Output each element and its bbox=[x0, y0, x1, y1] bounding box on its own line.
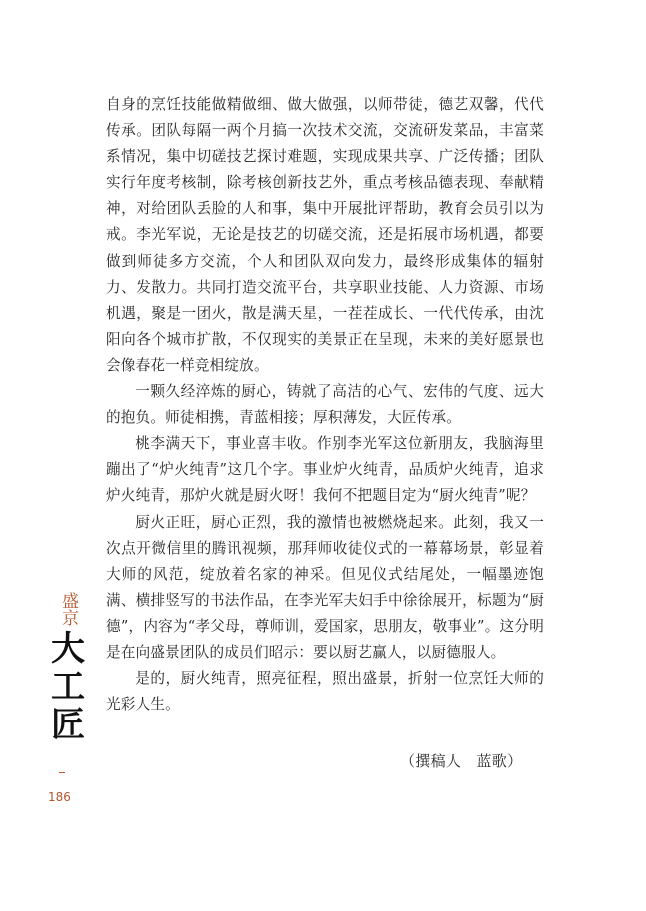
author-signature: （撰稿人 蓝歌） bbox=[400, 752, 523, 770]
paragraph-3: 桃李满天下，事业喜丰收。作别李光军这位新朋友，我脑海里蹦出了“炉火纯青”这几个字。事业炉火纯青，品质炉火纯青，追求炉火纯青，那炉火就是厨火呀！我何不把题目定为“厨火纯青”呢？ bbox=[106, 435, 544, 505]
article-body bbox=[106, 92, 544, 718]
side-title-char-1: 大 bbox=[51, 629, 85, 669]
paragraph-1: 自身的烹饪技能做精做细、做大做强，以师带徒，德艺双馨，代代传承。团队每隔一两个月搞一次技术交流，交流研发菜品，丰富菜系情况，集中切磋技艺探讨难题，实现成果共享、广泛传播；团队实行年度考核制，除考核创新技艺外，重点考核品德表现、奉献精神，对给团队丢脸的人和事，集中开展批评帮助，教育会员引以为戒。李光军说，无论是技艺的切磋交流，还是拓展市场机遇，都要做到师徒多方交流，个人和团队双向发力，最终形成集体的辐射力、发散力。共同打造交流平台，共享职业技能、人力资源、市场机遇，聚是一团火，散是满天星，一茬茬成长、一代代传承，由沈阳向各个城市扩散，不仅现实的美景正在呈现，未来的美好愿景也会像春花一样竞相绽放。 bbox=[106, 96, 544, 374]
paragraph-4: 厨火正旺，厨心正烈，我的激情也被燃烧起来。此刻，我又一次点开微信里的腾讯视频，那拜师收徒仪式的一幕幕场景，彰显着大师的风范，绽放着名家的神采。但见仪式结尾处，一幅墨迹饱满、横排竖写的书法作品，在李光军夫妇手中徐徐展开，标题为“厨德”，内容为“孝父母，尊师训，爱国家，思朋友，敬事业”。这分明是在向盛景团队的成员们昭示：要以厨艺赢人，以厨德服人。 bbox=[106, 513, 544, 661]
paragraph-5: 是的，厨火纯青，照亮征程，照出盛景，折射一位烹饪大师的光彩人生。 bbox=[106, 670, 544, 714]
side-title-char-3: 匠 bbox=[51, 705, 85, 745]
book-side-title bbox=[48, 592, 88, 744]
paragraph-2: 一颗久经淬炼的厨心，铸就了高洁的心气、宏伟的气度、远大的抱负。师徒相携，青蓝相接；厚积薄发，大匠传承。 bbox=[106, 383, 544, 427]
side-title-char-2: 工 bbox=[51, 667, 85, 707]
page-number: 186 bbox=[48, 790, 71, 804]
side-title-calligraphy bbox=[51, 630, 85, 744]
side-title-small: 盛京 bbox=[58, 592, 78, 626]
page-number-divider bbox=[59, 772, 65, 773]
